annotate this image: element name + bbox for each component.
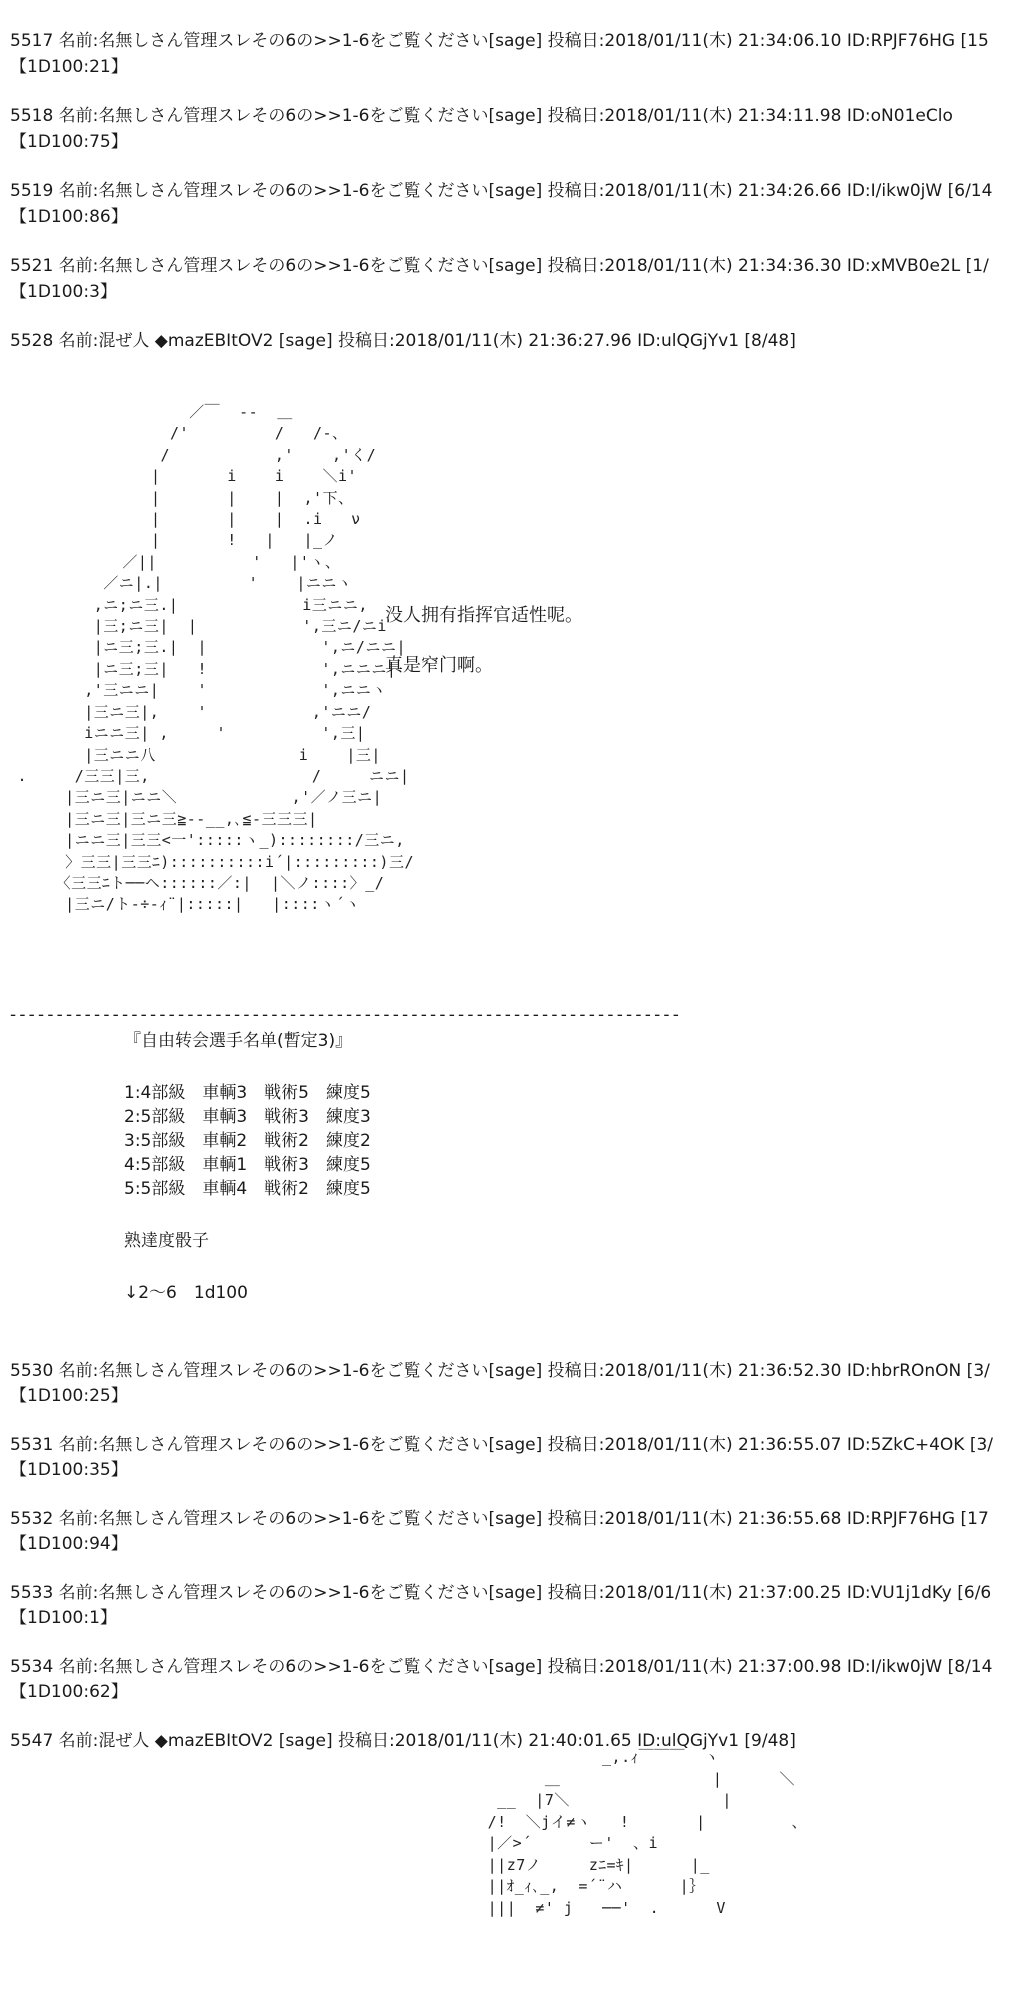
post-header: 5519 名前:名無しさん管理スレその6の>>1-6をご覧ください[sage] 投稿日:2018/01/11(木) 21:34:26.66 ID:I/ikw0jW [6/14 bbox=[10, 181, 993, 201]
ascii-art-character: ／￣ ‐‐ ＿ /' / /‐、 / ,' ,'く/ | i i ＼i' | | | ,'下、 | | | .i ν | ! | |_ノ ／|| ' |'ヽ、 ／ニ|.| ' |ニニヽ ,ニ;ニ三.| i三ニニ, |三;ニ三| | ',三ニ/ニi |ニ三;三.| | ',ニ/ニニ| |ニ三;三| ! ',ニニニ| ,'三ニニ| ' ',ニニヽ |三ニ三|, ' ,'ニニ/ iニニ三| , ' ',三| |三ニニ八 i |三| . /三三|三, / ニニ| |三ニ三|ニニ＼ ,'／ノ三ニ| |三ニ三|三ニ三≧‐-__,､≦‐三三三| |ニニ三|三三<一':::::ヽ_)::::::::/三ニ, 〉三三|三三ﾆ)::::::::::i´|:::::::::)三/ 〈三三ﾆト──ヘ::::::／:| |＼ノ::::〉_/ |三ニ/ト‐÷‐ｨ¨|:::::| |::::ヽ´ヽ bbox=[17, 403, 414, 914]
post-header: 5531 名前:名無しさん管理スレその6の>>1-6をご覧ください[sage] 投稿日:2018/01/11(木) 21:36:55.07 ID:5ZkC+4OK [3/ bbox=[10, 1435, 994, 1455]
roster-line: 3:5部級 車輌2 戦術2 練度2 bbox=[124, 1131, 371, 1151]
dice-result: 【1D100:3】 bbox=[10, 282, 117, 302]
post-header: 5547 名前:混ぜ人 ◆mazEBItOV2 [sage] 投稿日:2018/01/11(木) 21:40:01.65 ID:ulQGjYv1 [9/48] bbox=[10, 1731, 796, 1751]
dice-title: 熟達度骰子 bbox=[124, 1231, 209, 1251]
post-header: 5528 名前:混ぜ人 ◆mazEBItOV2 [sage] 投稿日:2018/01/11(木) 21:36:27.96 ID:ulQGjYv1 [8/48] bbox=[10, 331, 796, 351]
dice-result: 【1D100:75】 bbox=[10, 132, 128, 152]
post-header: 5517 名前:名無しさん管理スレその6の>>1-6をご覧ください[sage] 投稿日:2018/01/11(木) 21:34:06.10 ID:RPJF76HG [15 bbox=[10, 31, 989, 51]
post-header: 5521 名前:名無しさん管理スレその6の>>1-6をご覧ください[sage] 投稿日:2018/01/11(木) 21:34:36.30 ID:xMVB0e2L [1/ bbox=[10, 256, 989, 276]
roster-line: 5:5部級 車輌4 戦術2 練度5 bbox=[124, 1179, 371, 1199]
roster-line: 1:4部級 車輌3 戦術5 練度5 bbox=[124, 1083, 371, 1103]
post-header: 5532 名前:名無しさん管理スレその6の>>1-6をご覧ください[sage] 投稿日:2018/01/11(木) 21:36:55.68 ID:RPJF76HG [17 bbox=[10, 1509, 989, 1529]
divider-line: ------------------------------------------------------------------------ bbox=[10, 1005, 683, 1025]
dice-result: 【1D100:25】 bbox=[10, 1386, 128, 1406]
roster-title: 『自由转会選手名单(暫定3)』 bbox=[124, 1031, 353, 1051]
roster-line: 4:5部級 車輌1 戦術3 練度5 bbox=[124, 1155, 371, 1175]
dice-result: 【1D100:86】 bbox=[10, 207, 128, 227]
dice-result: 【1D100:94】 bbox=[10, 1534, 128, 1554]
speech-line: 真是窄门啊。 bbox=[385, 655, 493, 676]
speech-line: 没人拥有指挥官适性呢。 bbox=[385, 605, 583, 626]
dice-result: 【1D100:21】 bbox=[10, 57, 128, 77]
dice-range: ↓2〜6 1d100 bbox=[124, 1283, 248, 1303]
post-header: 5518 名前:名無しさん管理スレその6の>>1-6をご覧ください[sage] 投稿日:2018/01/11(木) 21:34:11.98 ID:oN01eClo bbox=[10, 106, 953, 126]
dice-result: 【1D100:62】 bbox=[10, 1682, 128, 1702]
dice-result: 【1D100:1】 bbox=[10, 1608, 117, 1628]
ascii-art-character: _,.ｨ￣￣￣ ヽ ＿ | ＼ __ |7＼ | /! ＼jイ≠ヽ ! | 、 |／>´ ー' 、i ||z7ノ zﾆ=ｷ| |_ ||ｵ_ｨ､_, =´¨ハ |｝ ||| ≠' j ──' . V bbox=[487, 1748, 807, 1917]
post-header: 5534 名前:名無しさん管理スレその6の>>1-6をご覧ください[sage] 投稿日:2018/01/11(木) 21:37:00.98 ID:I/ikw0jW [8/14 bbox=[10, 1657, 993, 1677]
post-header: 5533 名前:名無しさん管理スレその6の>>1-6をご覧ください[sage] 投稿日:2018/01/11(木) 21:37:00.25 ID:VU1j1dKy [6/6 bbox=[10, 1583, 992, 1603]
post-header: 5530 名前:名無しさん管理スレその6の>>1-6をご覧ください[sage] 投稿日:2018/01/11(木) 21:36:52.30 ID:hbrROnON [3/ bbox=[10, 1361, 990, 1381]
roster-line: 2:5部級 車輌3 戦術3 練度3 bbox=[124, 1107, 371, 1127]
dice-result: 【1D100:35】 bbox=[10, 1460, 128, 1480]
